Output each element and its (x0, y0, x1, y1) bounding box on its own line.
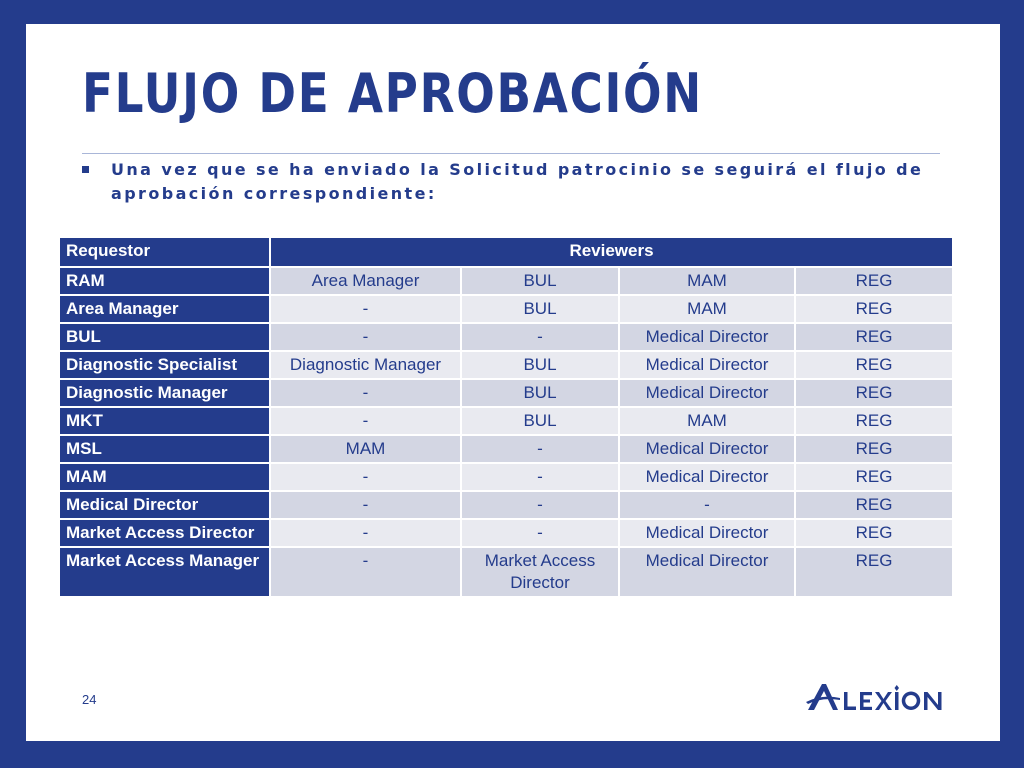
table-row (59, 379, 953, 407)
page-title: FLUJO DE APROBACIÓN (82, 62, 703, 125)
requestor-cell: RAM (59, 267, 270, 295)
requestor-cell: MKT (59, 407, 270, 435)
reviewer-cell: - (619, 491, 795, 519)
table-row (59, 295, 953, 323)
reviewer-cell: REG (795, 351, 953, 379)
bullet-text: Una vez que se ha enviado la Solicitud patrocinio se seguirá el flujo de aprobación correspondiente: (111, 160, 924, 203)
reviewer-cell: REG (795, 491, 953, 519)
reviewer-cell: MAM (619, 295, 795, 323)
reviewer-cell: REG (795, 435, 953, 463)
reviewer-cell: MAM (270, 435, 461, 463)
table-row (59, 407, 953, 435)
reviewer-cell: Medical Director (619, 379, 795, 407)
reviewer-cell: - (270, 407, 461, 435)
requestor-cell: MSL (59, 435, 270, 463)
reviewer-cell: BUL (461, 295, 619, 323)
reviewer-cell: - (461, 463, 619, 491)
reviewer-cell: Medical Director (619, 351, 795, 379)
reviewer-cell: - (461, 491, 619, 519)
reviewer-cell: REG (795, 323, 953, 351)
requestor-cell: Diagnostic Specialist (59, 351, 270, 379)
requestor-cell: Diagnostic Manager (59, 379, 270, 407)
reviewer-cell: - (270, 547, 461, 597)
reviewer-cell: Diagnostic Manager (270, 351, 461, 379)
reviewer-cell: - (461, 323, 619, 351)
reviewer-cell: - (270, 379, 461, 407)
requestor-cell: Area Manager (59, 295, 270, 323)
table-row (59, 491, 953, 519)
reviewer-cell: - (270, 519, 461, 547)
table-row (59, 435, 953, 463)
table-row (59, 267, 953, 295)
reviewer-cell: Medical Director (619, 435, 795, 463)
page-number: 24 (82, 692, 97, 707)
reviewer-cell: REG (795, 547, 953, 597)
reviewer-cell: - (270, 323, 461, 351)
reviewer-cell: - (270, 491, 461, 519)
requestor-cell: MAM (59, 463, 270, 491)
table-row (59, 519, 953, 547)
table-row (59, 547, 953, 597)
alexion-logo (806, 680, 946, 714)
reviewer-cell: - (461, 435, 619, 463)
requestor-cell: BUL (59, 323, 270, 351)
reviewer-cell: - (461, 519, 619, 547)
requestor-header: Requestor (59, 237, 270, 267)
table-row (59, 323, 953, 351)
reviewer-cell: BUL (461, 351, 619, 379)
bullet-item (82, 158, 942, 206)
requestor-cell: Medical Director (59, 491, 270, 519)
reviewer-cell: REG (795, 463, 953, 491)
reviewer-cell: Medical Director (619, 323, 795, 351)
reviewer-cell: Market Access Director (461, 547, 619, 597)
title-divider (82, 153, 940, 154)
reviewer-cell: REG (795, 407, 953, 435)
approval-flow-table (58, 236, 954, 598)
table-header-row (59, 237, 953, 267)
reviewer-cell: - (270, 295, 461, 323)
slide (26, 24, 1000, 741)
table-row (59, 463, 953, 491)
reviewer-cell: Medical Director (619, 547, 795, 597)
reviewer-cell: REG (795, 379, 953, 407)
square-bullet-icon (82, 166, 89, 173)
reviewer-cell: Medical Director (619, 463, 795, 491)
reviewer-cell: BUL (461, 267, 619, 295)
reviewers-header: Reviewers (270, 237, 953, 267)
reviewer-cell: REG (795, 267, 953, 295)
reviewer-cell: - (270, 463, 461, 491)
reviewer-cell: REG (795, 519, 953, 547)
reviewer-cell: BUL (461, 379, 619, 407)
requestor-cell: Market Access Manager (59, 547, 270, 597)
reviewer-cell: Medical Director (619, 519, 795, 547)
requestor-cell: Market Access Director (59, 519, 270, 547)
table-row (59, 351, 953, 379)
reviewer-cell: MAM (619, 407, 795, 435)
reviewer-cell: BUL (461, 407, 619, 435)
table-body (59, 267, 953, 597)
reviewer-cell: REG (795, 295, 953, 323)
reviewer-cell: MAM (619, 267, 795, 295)
reviewer-cell: Area Manager (270, 267, 461, 295)
